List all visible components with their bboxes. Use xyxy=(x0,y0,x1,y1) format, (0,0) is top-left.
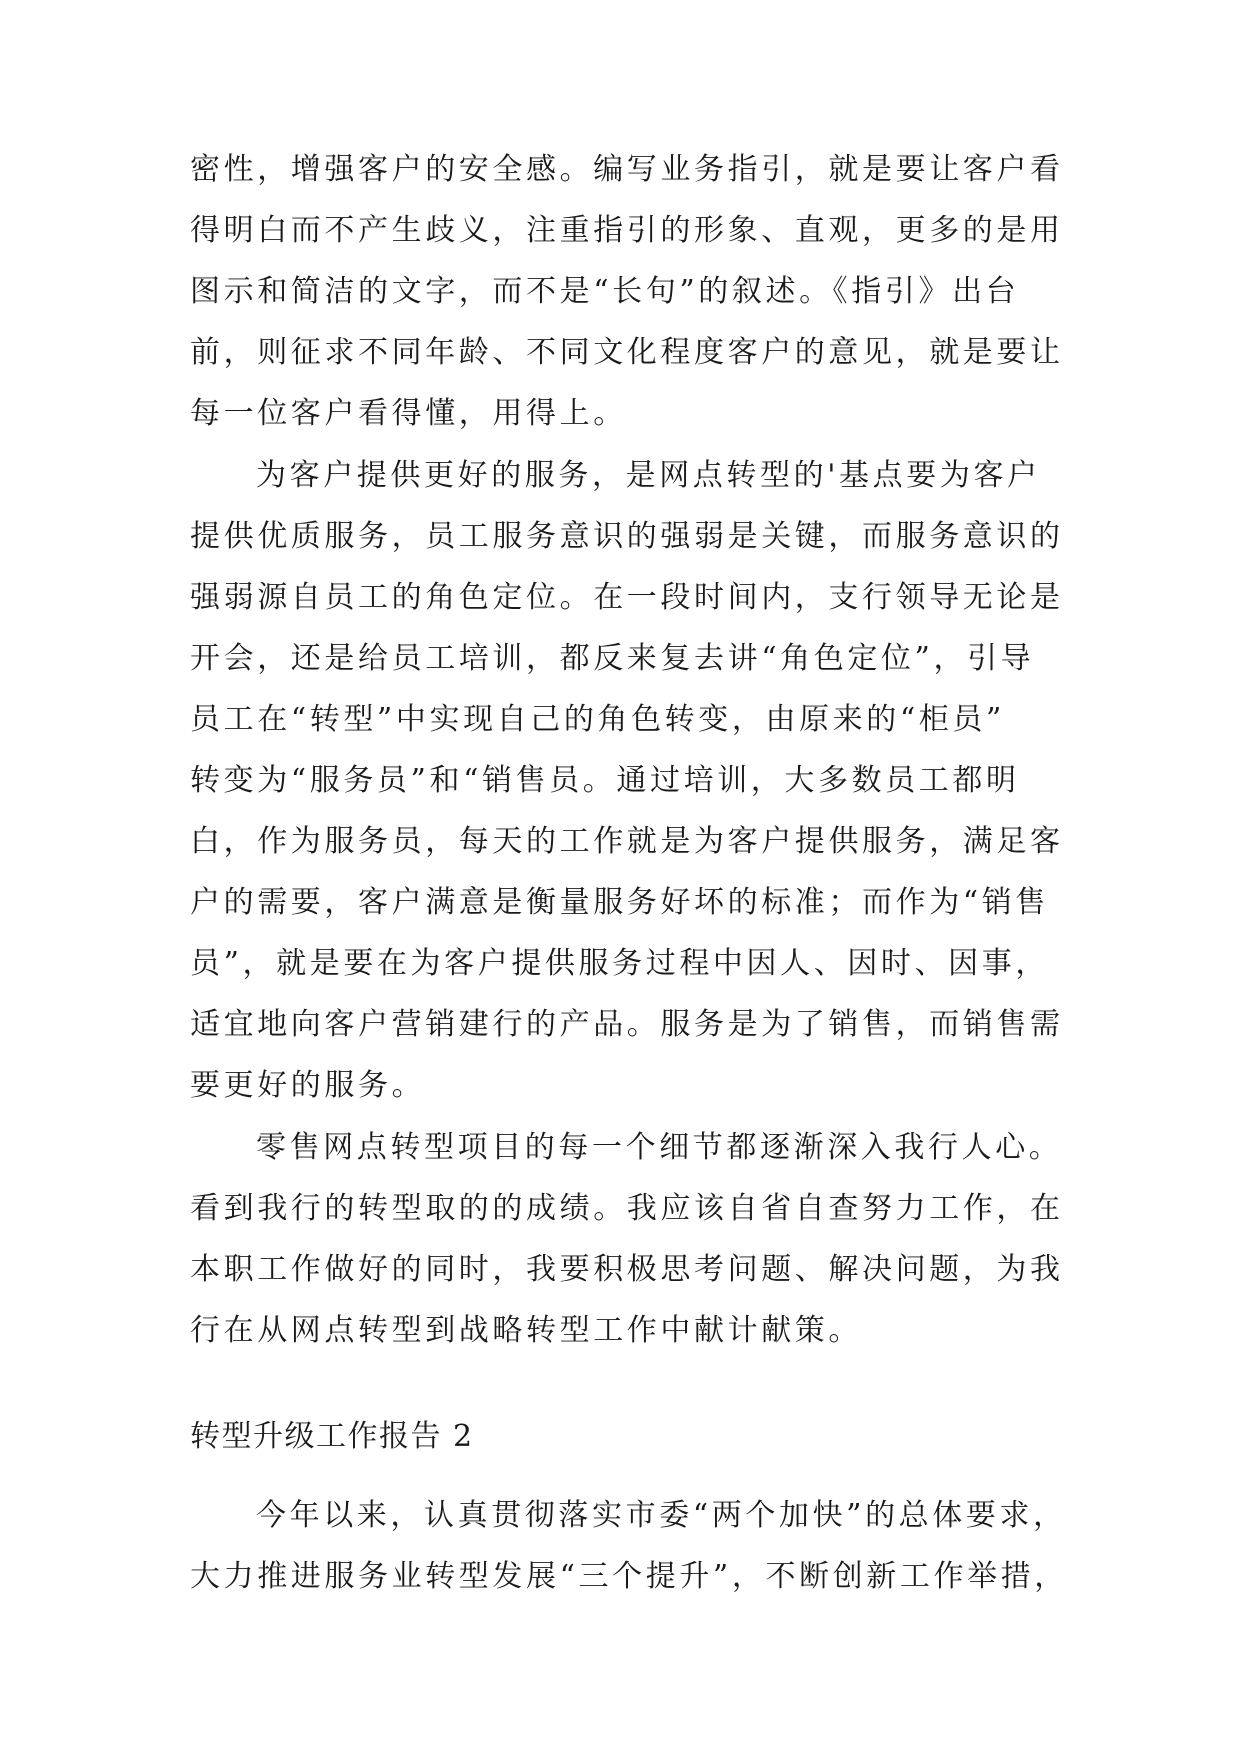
paragraph-line: 员工在“转型”中实现自己的角色转变，由原来的“柜员” xyxy=(190,702,1005,737)
paragraph-line: 提供优质服务，员工服务意识的强弱是关键，而服务意识的 xyxy=(190,519,1064,554)
paragraph-line: 图示和简洁的文字，而不是“长句”的叙述。《指引》出台 xyxy=(190,274,1020,309)
paragraph-line: 每一位客户看得懂，用得上。 xyxy=(190,396,627,431)
paragraph-line: 密性，增强客户的安全感。编写业务指引，就是要让客户看 xyxy=(190,152,1064,187)
paragraph-line: 前，则征求不同年龄、不同文化程度客户的意见，就是要让 xyxy=(190,335,1064,370)
paragraph-line: 开会，还是给员工培训，都反来复去讲“角色定位”，引导 xyxy=(190,641,1035,676)
paragraph-1 xyxy=(190,139,1070,444)
paragraph-line: 白，作为服务员，每天的工作就是为客户提供服务，满足客 xyxy=(190,824,1064,859)
paragraph-4 xyxy=(190,1485,1070,1607)
paragraph-line: 看到我行的转型取的的成绩。我应该自省自查努力工作，在 xyxy=(190,1191,1064,1226)
paragraph-line: 户的需要，客户满意是衡量服务好坏的标准；而作为“销售 xyxy=(190,885,1049,920)
paragraph-line: 今年以来，认真贯彻落实市委“两个加快”的总体要求， xyxy=(256,1498,1067,1533)
paragraph-line: 强弱源自员工的角色定位。在一段时间内，支行领导无论是 xyxy=(190,580,1064,615)
paragraph-line: 适宜地向客户营销建行的产品。服务是为了销售，而销售需 xyxy=(190,1007,1064,1042)
paragraph-line: 本职工作做好的同时，我要积极思考问题、解决问题，为我 xyxy=(190,1252,1064,1287)
paragraph-line: 行在从网点转型到战略转型工作中献计献策。 xyxy=(190,1313,862,1348)
paragraph-line: 大力推进服务业转型发展“三个提升”，不断创新工作举措， xyxy=(190,1559,1068,1594)
section-heading xyxy=(190,1406,1070,1467)
paragraph-2 xyxy=(190,445,1070,1116)
paragraph-line: 转变为“服务员”和“销售员。通过培训，大多数员工都明 xyxy=(190,763,1020,798)
paragraph-line: 零售网点转型项目的每一个细节都逐渐深入我行人心。 xyxy=(256,1130,1063,1165)
paragraph-line: 员”，就是要在为客户提供服务过程中因人、因时、因事， xyxy=(190,946,1049,981)
heading-text: 转型升级工作报告 2 xyxy=(190,1419,474,1454)
paragraph-3 xyxy=(190,1117,1070,1361)
paragraph-line: 为客户提供更好的服务，是网点转型的'基点要为客户 xyxy=(256,458,1041,493)
paragraph-line: 要更好的服务。 xyxy=(190,1068,426,1103)
paragraph-line: 得明白而不产生歧义，注重指引的形象、直观，更多的是用 xyxy=(190,213,1064,248)
